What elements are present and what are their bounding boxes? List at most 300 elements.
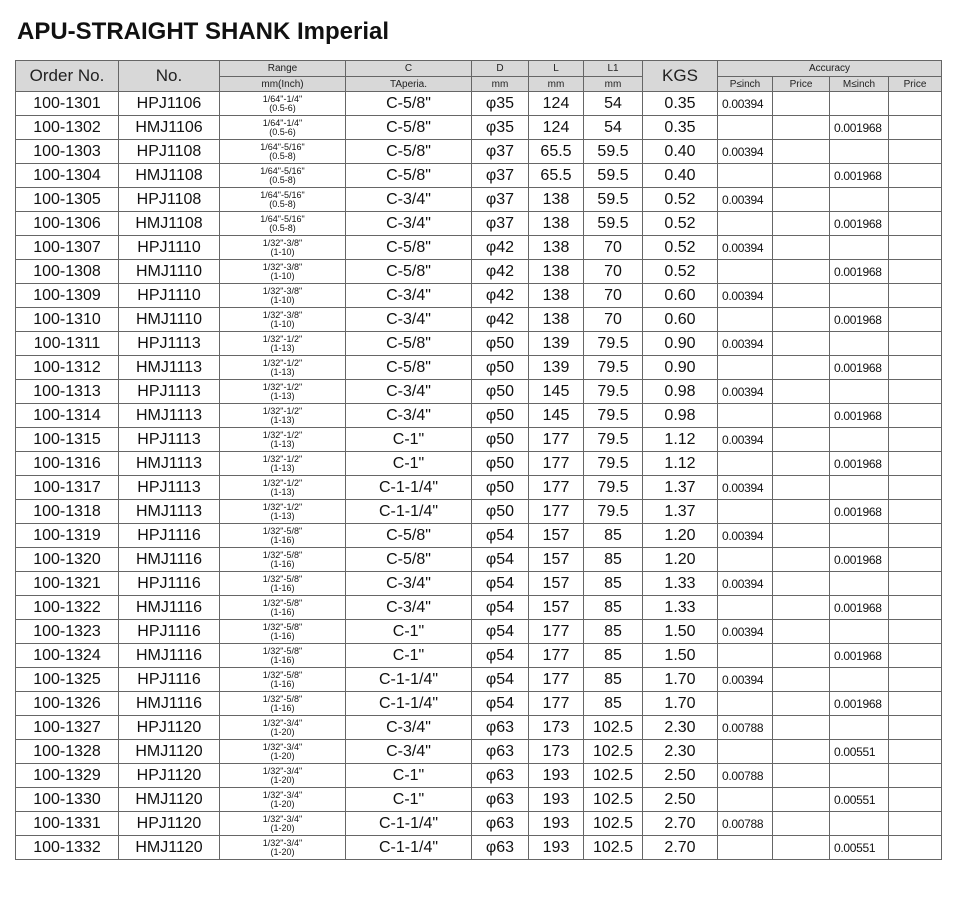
price-m-cell (889, 572, 942, 596)
length-l1-cell: 70 (584, 308, 643, 332)
weight-cell: 2.30 (643, 716, 718, 740)
order-no-cell: 100-1328 (16, 740, 119, 764)
table-row (16, 740, 942, 764)
price-p-cell (773, 692, 830, 716)
range-cell (220, 140, 346, 164)
model-no-cell: HMJ1113 (119, 404, 220, 428)
accuracy-p-cell: 0.00788 (718, 764, 773, 788)
price-p-cell (773, 476, 830, 500)
price-m-cell (889, 692, 942, 716)
accuracy-m-cell: 0.001968 (830, 500, 889, 524)
header-range: Range (220, 61, 346, 77)
table-row (16, 404, 942, 428)
accuracy-m-cell (830, 620, 889, 644)
length-l1-cell: 102.5 (584, 716, 643, 740)
accuracy-m-cell: 0.001968 (830, 260, 889, 284)
product-table (15, 60, 942, 860)
length-cell: 193 (529, 836, 584, 860)
accuracy-p-cell: 0.00394 (718, 476, 773, 500)
price-m-cell (889, 500, 942, 524)
weight-cell: 1.70 (643, 668, 718, 692)
taper-cell: C-3/4" (346, 188, 472, 212)
accuracy-p-cell (718, 164, 773, 188)
weight-cell: 1.70 (643, 692, 718, 716)
range-inch: 1/64"-5/16" (260, 165, 305, 176)
price-p-cell (773, 740, 830, 764)
taper-cell: C-1-1/4" (346, 476, 472, 500)
range-inch: 1/32"-3/4" (262, 837, 303, 848)
price-m-cell (889, 284, 942, 308)
table-row (16, 356, 942, 380)
accuracy-m-cell (830, 812, 889, 836)
accuracy-p-cell (718, 644, 773, 668)
price-m-cell (889, 668, 942, 692)
table-row (16, 836, 942, 860)
model-no-cell: HMJ1108 (119, 212, 220, 236)
price-p-cell (773, 332, 830, 356)
weight-cell: 0.90 (643, 332, 718, 356)
order-no-cell: 100-1302 (16, 116, 119, 140)
range-cell (220, 548, 346, 572)
accuracy-p-cell (718, 260, 773, 284)
length-l1-cell: 59.5 (584, 188, 643, 212)
header-range-unit: mm(Inch) (220, 77, 346, 92)
diameter-cell: φ50 (472, 380, 529, 404)
order-no-cell: 100-1325 (16, 668, 119, 692)
length-l1-cell: 79.5 (584, 476, 643, 500)
range-inch: 1/32"-1/2" (262, 357, 303, 368)
price-p-cell (773, 452, 830, 476)
header-m-inch: M≤inch (830, 77, 889, 92)
weight-cell: 0.35 (643, 92, 718, 116)
length-cell: 124 (529, 116, 584, 140)
accuracy-m-cell: 0.001968 (830, 548, 889, 572)
length-cell: 177 (529, 644, 584, 668)
diameter-cell: φ63 (472, 812, 529, 836)
accuracy-m-cell (830, 428, 889, 452)
order-no-cell: 100-1320 (16, 548, 119, 572)
header-c: C (346, 61, 472, 77)
price-p-cell (773, 212, 830, 236)
order-no-cell: 100-1330 (16, 788, 119, 812)
weight-cell: 2.30 (643, 740, 718, 764)
price-m-cell (889, 836, 942, 860)
range-cell (220, 740, 346, 764)
range-mm: (1-13) (270, 390, 295, 401)
range-mm: (1-13) (270, 510, 295, 521)
accuracy-p-cell (718, 452, 773, 476)
accuracy-m-cell (830, 284, 889, 308)
accuracy-p-cell: 0.00394 (718, 524, 773, 548)
accuracy-m-cell: 0.00551 (830, 740, 889, 764)
model-no-cell: HPJ1116 (119, 668, 220, 692)
weight-cell: 2.70 (643, 812, 718, 836)
length-cell: 157 (529, 596, 584, 620)
price-m-cell (889, 332, 942, 356)
length-l1-cell: 79.5 (584, 380, 643, 404)
accuracy-m-cell: 0.001968 (830, 644, 889, 668)
order-no-cell: 100-1309 (16, 284, 119, 308)
taper-cell: C-5/8" (346, 140, 472, 164)
order-no-cell: 100-1301 (16, 92, 119, 116)
range-inch: 1/64"-1/4" (262, 117, 303, 128)
accuracy-m-cell (830, 524, 889, 548)
range-inch: 1/32"-5/8" (262, 621, 303, 632)
length-cell: 177 (529, 500, 584, 524)
diameter-cell: φ50 (472, 452, 529, 476)
weight-cell: 0.98 (643, 380, 718, 404)
range-cell (220, 812, 346, 836)
weight-cell: 0.90 (643, 356, 718, 380)
range-cell (220, 692, 346, 716)
price-p-cell (773, 836, 830, 860)
range-inch: 1/64"-1/4" (262, 93, 303, 104)
weight-cell: 0.52 (643, 188, 718, 212)
length-l1-cell: 85 (584, 572, 643, 596)
table-row (16, 380, 942, 404)
range-mm: (0.5-8) (269, 150, 296, 161)
weight-cell: 0.52 (643, 260, 718, 284)
range-mm: (1-20) (270, 846, 295, 857)
diameter-cell: φ42 (472, 284, 529, 308)
range-cell (220, 164, 346, 188)
range-mm: (1-10) (270, 246, 295, 257)
length-l1-cell: 70 (584, 236, 643, 260)
accuracy-m-cell: 0.001968 (830, 452, 889, 476)
taper-cell: C-5/8" (346, 92, 472, 116)
accuracy-p-cell (718, 212, 773, 236)
price-p-cell (773, 260, 830, 284)
model-no-cell: HMJ1113 (119, 356, 220, 380)
order-no-cell: 100-1321 (16, 572, 119, 596)
length-l1-cell: 79.5 (584, 452, 643, 476)
order-no-cell: 100-1319 (16, 524, 119, 548)
accuracy-m-cell: 0.001968 (830, 212, 889, 236)
length-cell: 177 (529, 620, 584, 644)
table-row (16, 188, 942, 212)
page-title: APU-STRAIGHT SHANK Imperial (17, 18, 390, 45)
length-cell: 145 (529, 380, 584, 404)
diameter-cell: φ63 (472, 764, 529, 788)
model-no-cell: HMJ1116 (119, 596, 220, 620)
table-row (16, 284, 942, 308)
diameter-cell: φ37 (472, 212, 529, 236)
range-mm: (1-10) (270, 270, 295, 281)
diameter-cell: φ50 (472, 500, 529, 524)
order-no-cell: 100-1305 (16, 188, 119, 212)
length-cell: 138 (529, 212, 584, 236)
model-no-cell: HPJ1113 (119, 380, 220, 404)
diameter-cell: φ42 (472, 260, 529, 284)
length-l1-cell: 102.5 (584, 812, 643, 836)
range-inch: 1/32"-1/2" (262, 453, 303, 464)
weight-cell: 1.20 (643, 548, 718, 572)
range-mm: (1-16) (270, 702, 295, 713)
table-row (16, 524, 942, 548)
accuracy-m-cell (830, 572, 889, 596)
length-l1-cell: 102.5 (584, 836, 643, 860)
range-cell (220, 572, 346, 596)
range-inch: 1/32"-3/8" (262, 237, 303, 248)
accuracy-m-cell (830, 380, 889, 404)
range-cell (220, 764, 346, 788)
model-no-cell: HPJ1120 (119, 716, 220, 740)
price-p-cell (773, 428, 830, 452)
order-no-cell: 100-1318 (16, 500, 119, 524)
taper-cell: C-5/8" (346, 524, 472, 548)
diameter-cell: φ54 (472, 692, 529, 716)
range-inch: 1/32"-5/8" (262, 549, 303, 560)
price-m-cell (889, 404, 942, 428)
taper-cell: C-3/4" (346, 308, 472, 332)
length-cell: 177 (529, 668, 584, 692)
price-p-cell (773, 596, 830, 620)
table-row (16, 644, 942, 668)
table-row (16, 92, 942, 116)
range-mm: (1-20) (270, 726, 295, 737)
model-no-cell: HPJ1116 (119, 524, 220, 548)
accuracy-m-cell: 0.00551 (830, 788, 889, 812)
table-row (16, 716, 942, 740)
accuracy-m-cell (830, 716, 889, 740)
taper-cell: C-1" (346, 788, 472, 812)
price-p-cell (773, 764, 830, 788)
weight-cell: 1.33 (643, 572, 718, 596)
taper-cell: C-1" (346, 620, 472, 644)
range-cell (220, 404, 346, 428)
accuracy-p-cell: 0.00394 (718, 620, 773, 644)
accuracy-p-cell (718, 596, 773, 620)
diameter-cell: φ63 (472, 788, 529, 812)
weight-cell: 0.52 (643, 212, 718, 236)
length-l1-cell: 102.5 (584, 764, 643, 788)
diameter-cell: φ35 (472, 116, 529, 140)
price-m-cell (889, 524, 942, 548)
length-l1-cell: 70 (584, 284, 643, 308)
taper-cell: C-1" (346, 452, 472, 476)
table-row (16, 548, 942, 572)
taper-cell: C-1-1/4" (346, 668, 472, 692)
range-mm: (1-13) (270, 366, 295, 377)
accuracy-p-cell: 0.00394 (718, 668, 773, 692)
diameter-cell: φ63 (472, 716, 529, 740)
table-row (16, 764, 942, 788)
model-no-cell: HMJ1110 (119, 308, 220, 332)
weight-cell: 1.50 (643, 620, 718, 644)
range-inch: 1/32"-3/4" (262, 765, 303, 776)
price-m-cell (889, 644, 942, 668)
range-inch: 1/32"-3/4" (262, 741, 303, 752)
taper-cell: C-3/4" (346, 596, 472, 620)
table-row (16, 476, 942, 500)
price-p-cell (773, 668, 830, 692)
model-no-cell: HMJ1120 (119, 788, 220, 812)
weight-cell: 0.40 (643, 140, 718, 164)
taper-cell: C-3/4" (346, 572, 472, 596)
price-m-cell (889, 260, 942, 284)
diameter-cell: φ50 (472, 404, 529, 428)
price-p-cell (773, 356, 830, 380)
order-no-cell: 100-1313 (16, 380, 119, 404)
diameter-cell: φ35 (472, 92, 529, 116)
length-cell: 139 (529, 356, 584, 380)
price-m-cell (889, 596, 942, 620)
length-l1-cell: 59.5 (584, 140, 643, 164)
header-accuracy: Accuracy (718, 61, 942, 77)
range-inch: 1/32"-5/8" (262, 597, 303, 608)
accuracy-m-cell (830, 332, 889, 356)
range-inch: 1/32"-5/8" (262, 525, 303, 536)
taper-cell: C-1" (346, 428, 472, 452)
diameter-cell: φ50 (472, 476, 529, 500)
taper-cell: C-3/4" (346, 212, 472, 236)
range-cell (220, 500, 346, 524)
range-mm: (1-16) (270, 630, 295, 641)
range-cell (220, 236, 346, 260)
table-row (16, 308, 942, 332)
order-no-cell: 100-1310 (16, 308, 119, 332)
range-mm: (0.5-6) (269, 102, 296, 113)
diameter-cell: φ54 (472, 620, 529, 644)
model-no-cell: HPJ1113 (119, 476, 220, 500)
accuracy-m-cell (830, 236, 889, 260)
accuracy-m-cell (830, 92, 889, 116)
weight-cell: 1.50 (643, 644, 718, 668)
range-mm: (0.5-8) (269, 174, 296, 185)
order-no-cell: 100-1327 (16, 716, 119, 740)
diameter-cell: φ50 (472, 428, 529, 452)
range-mm: (0.5-6) (269, 126, 296, 137)
table-row (16, 332, 942, 356)
price-p-cell (773, 524, 830, 548)
range-inch: 1/32"-1/2" (262, 333, 303, 344)
accuracy-p-cell: 0.00394 (718, 284, 773, 308)
price-m-cell (889, 812, 942, 836)
range-mm: (1-20) (270, 750, 295, 761)
taper-cell: C-3/4" (346, 380, 472, 404)
model-no-cell: HMJ1113 (119, 500, 220, 524)
table-row (16, 140, 942, 164)
diameter-cell: φ42 (472, 308, 529, 332)
weight-cell: 0.60 (643, 308, 718, 332)
table-row (16, 116, 942, 140)
table-row (16, 500, 942, 524)
table-row (16, 236, 942, 260)
range-inch: 1/32"-1/2" (262, 405, 303, 416)
length-l1-cell: 85 (584, 548, 643, 572)
accuracy-p-cell (718, 116, 773, 140)
model-no-cell: HPJ1110 (119, 236, 220, 260)
length-l1-cell: 79.5 (584, 404, 643, 428)
taper-cell: C-3/4" (346, 740, 472, 764)
price-m-cell (889, 620, 942, 644)
weight-cell: 1.20 (643, 524, 718, 548)
range-mm: (1-16) (270, 678, 295, 689)
table-row (16, 572, 942, 596)
diameter-cell: φ50 (472, 332, 529, 356)
price-p-cell (773, 380, 830, 404)
weight-cell: 1.37 (643, 476, 718, 500)
range-cell (220, 212, 346, 236)
range-cell (220, 716, 346, 740)
table-body (16, 92, 942, 860)
weight-cell: 0.98 (643, 404, 718, 428)
price-p-cell (773, 92, 830, 116)
accuracy-m-cell: 0.001968 (830, 404, 889, 428)
order-no-cell: 100-1324 (16, 644, 119, 668)
range-mm: (1-16) (270, 654, 295, 665)
range-mm: (1-13) (270, 342, 295, 353)
length-l1-cell: 59.5 (584, 164, 643, 188)
model-no-cell: HPJ1116 (119, 620, 220, 644)
accuracy-m-cell (830, 140, 889, 164)
range-inch: 1/64"-5/16" (260, 141, 305, 152)
price-p-cell (773, 188, 830, 212)
price-m-cell (889, 188, 942, 212)
accuracy-p-cell (718, 740, 773, 764)
accuracy-p-cell: 0.00788 (718, 716, 773, 740)
length-cell: 124 (529, 92, 584, 116)
diameter-cell: φ37 (472, 188, 529, 212)
table-row (16, 668, 942, 692)
range-inch: 1/32"-5/8" (262, 645, 303, 656)
model-no-cell: HMJ1113 (119, 452, 220, 476)
accuracy-m-cell: 0.001968 (830, 692, 889, 716)
length-cell: 177 (529, 428, 584, 452)
range-cell (220, 788, 346, 812)
model-no-cell: HPJ1113 (119, 428, 220, 452)
table-header (16, 61, 942, 92)
model-no-cell: HMJ1108 (119, 164, 220, 188)
order-no-cell: 100-1315 (16, 428, 119, 452)
taper-cell: C-1-1/4" (346, 836, 472, 860)
price-p-cell (773, 812, 830, 836)
accuracy-p-cell: 0.00394 (718, 332, 773, 356)
price-m-cell (889, 476, 942, 500)
taper-cell: C-3/4" (346, 284, 472, 308)
accuracy-p-cell (718, 356, 773, 380)
order-no-cell: 100-1332 (16, 836, 119, 860)
range-mm: (1-10) (270, 318, 295, 329)
range-cell (220, 524, 346, 548)
price-m-cell (889, 716, 942, 740)
price-p-cell (773, 308, 830, 332)
length-cell: 193 (529, 812, 584, 836)
accuracy-p-cell: 0.00394 (718, 140, 773, 164)
accuracy-p-cell (718, 836, 773, 860)
range-cell (220, 332, 346, 356)
length-cell: 173 (529, 740, 584, 764)
accuracy-p-cell (718, 500, 773, 524)
header-c-unit: TAperia. (346, 77, 472, 92)
range-cell (220, 380, 346, 404)
length-cell: 193 (529, 764, 584, 788)
accuracy-m-cell: 0.00551 (830, 836, 889, 860)
price-m-cell (889, 788, 942, 812)
taper-cell: C-5/8" (346, 548, 472, 572)
order-no-cell: 100-1329 (16, 764, 119, 788)
model-no-cell: HPJ1106 (119, 92, 220, 116)
length-l1-cell: 79.5 (584, 356, 643, 380)
accuracy-p-cell: 0.00394 (718, 188, 773, 212)
length-l1-cell: 85 (584, 692, 643, 716)
header-p-inch: P≤inch (718, 77, 773, 92)
range-mm: (1-16) (270, 582, 295, 593)
range-cell (220, 476, 346, 500)
diameter-cell: φ63 (472, 836, 529, 860)
diameter-cell: φ50 (472, 356, 529, 380)
price-p-cell (773, 644, 830, 668)
